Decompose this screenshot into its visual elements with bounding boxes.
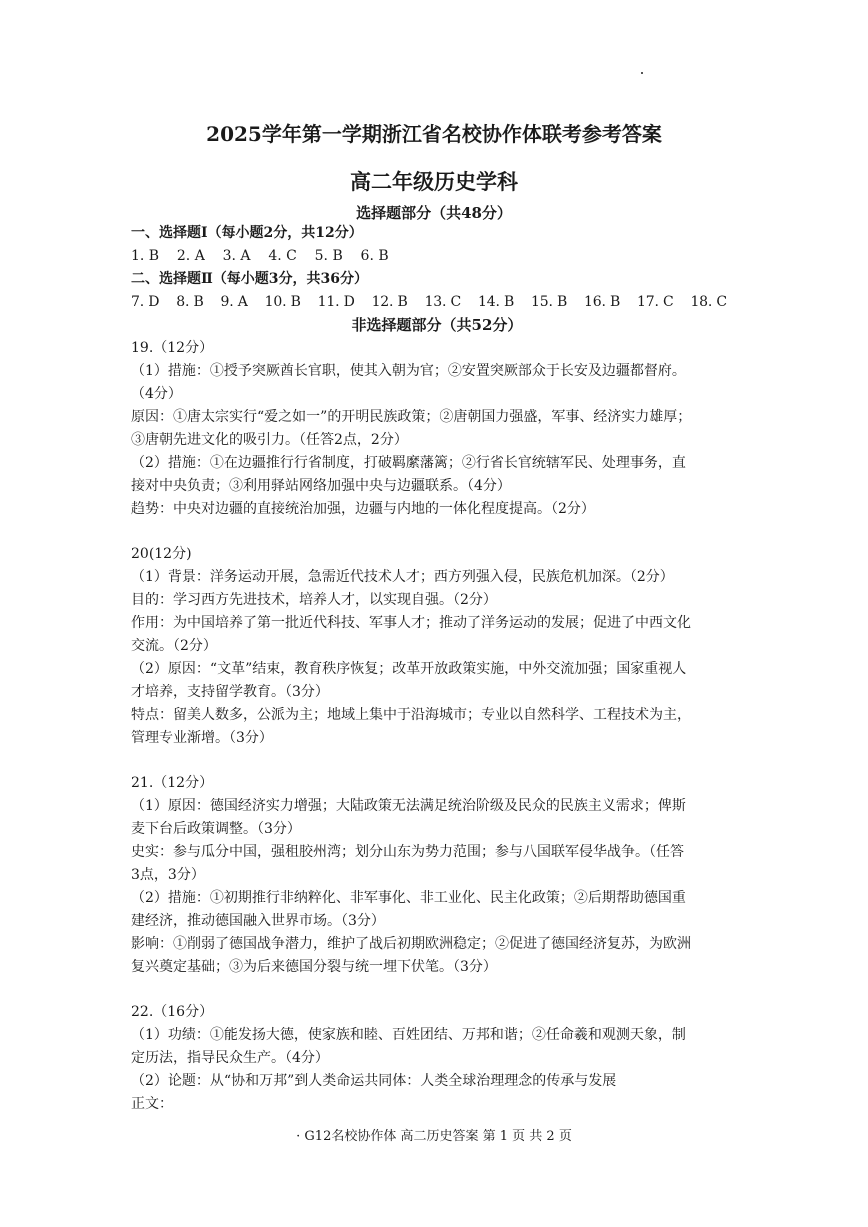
q22-line: 定历法，指导民众生产。（4分） [131, 1050, 329, 1066]
q21-heading: 21.（12分） [131, 775, 214, 791]
nonchoice-part-heading: 非选择题部分（共52分） [351, 316, 523, 334]
q21-line: （2）措施：①初期推行非纳粹化、非军事化、非工业化、民主化政策；②后期帮助德国重 [131, 890, 686, 906]
choice1-answers: 1. B 2. A 3. A 4. C 5. B 6. B [131, 248, 389, 264]
q21-line: 建经济，推动德国融入世界市场。（3分） [131, 913, 385, 929]
q20-line: 目的：学习西方先进技术，培养人才，以实现自强。（2分） [131, 592, 497, 608]
q21-line: 影响：①削弱了德国战争潜力，维护了战后初期欧洲稳定；②促进了德国经济复苏，为欧洲 [131, 936, 691, 952]
choice2-answers: 7. D 8. B 9. A 10. B 11. D 12. B 13. C 14. B 15. B 16. B 17. C 18. C [131, 294, 727, 310]
choice1-heading: 一、选择题Ⅰ（每小题2分，共12分） [131, 225, 363, 241]
scan-speck [641, 72, 643, 74]
q21-line: （1）原因：德国经济实力增强；大陆政策无法满足统治阶级及民众的民族主义需求；俾斯 [131, 798, 686, 814]
q19-line: （2）措施：①在边疆推行行省制度，打破羁縻藩篱；②行省长官统辖军民、处理事务，直 [131, 455, 686, 471]
q20-line: （1）背景：洋务运动开展，急需近代技术人才；西方列强入侵，民族危机加深。（2分） [131, 569, 674, 585]
q20-line: （2）原因：“文革”结束，教育秩序恢复；改革开放政策实施，中外交流加强；国家重视人 [131, 661, 687, 677]
q21-line: 史实：参与瓜分中国，强租胶州湾；划分山东为势力范围；参与八国联军侵华战争。（任答 [131, 844, 684, 860]
answer-body [131, 222, 743, 1116]
q19-line: （4分） [131, 386, 182, 402]
q21-line: 3点，3分） [131, 867, 205, 883]
q20-line: 交流。（2分） [131, 638, 217, 654]
q21-line: 麦下台后政策调整。（3分） [131, 821, 301, 837]
q19-line: 趋势：中央对边疆的直接统治加强，边疆与内地的一体化程度提高。（2分） [131, 501, 595, 517]
q19-line: ③唐朝先进文化的吸引力。（任答2点，2分） [131, 432, 408, 448]
spacer [131, 750, 743, 772]
page-footer: · G12名校协作体 高二历史答案 第 1 页 共 2 页 [296, 1129, 572, 1144]
choice2-heading: 二、选择题Ⅱ（每小题3分，共36分） [131, 271, 369, 287]
q20-line: 特点：留美人数多，公派为主；地域上集中于沿海城市；专业以自然科学、工程技术为主， [131, 707, 691, 723]
q20-heading: 20(12分) [131, 546, 192, 562]
q22-line: （1）功绩：①能发扬大德，使家族和睦、百姓团结、万邦和谐；②任命羲和观测天象，制 [131, 1027, 686, 1043]
q20-line: 作用：为中国培养了第一批近代科技、军事人才；推动了洋务运动的发展；促进了中西文化 [131, 615, 691, 631]
q22-line: 正文： [131, 1096, 173, 1112]
q20-line: 才培养，支持留学教育。（3分） [131, 684, 329, 700]
spacer [131, 521, 743, 543]
q21-line: 复兴奠定基础；③为后来德国分裂与统一埋下伏笔。（3分） [131, 959, 497, 975]
document-subject: 高二年级历史学科 [350, 169, 518, 194]
spacer [131, 979, 743, 1001]
q19-heading: 19.（12分） [131, 340, 214, 356]
q20-line: 管理专业渐增。（3分） [131, 730, 273, 746]
document-title: 2025学年第一学期浙江省名校协作体联考参考答案 [206, 122, 662, 146]
q22-heading: 22.（16分） [131, 1004, 214, 1020]
choice-part-heading: 选择题部分（共48分） [356, 204, 512, 222]
q19-line: （1）措施：①授予突厥酋长官职，使其入朝为官；②安置突厥部众于长安及边疆都督府。 [131, 363, 686, 379]
q22-line: （2）论题：从“协和万邦”到人类命运共同体：人类全球治理理念的传承与发展 [131, 1073, 617, 1089]
q19-line: 原因：①唐太宗实行“爱之如一”的开明民族政策；②唐朝国力强盛，军事、经济实力雄厚； [131, 409, 692, 425]
q19-line: 接对中央负责；③利用驿站网络加强中央与边疆联系。（4分） [131, 478, 511, 494]
